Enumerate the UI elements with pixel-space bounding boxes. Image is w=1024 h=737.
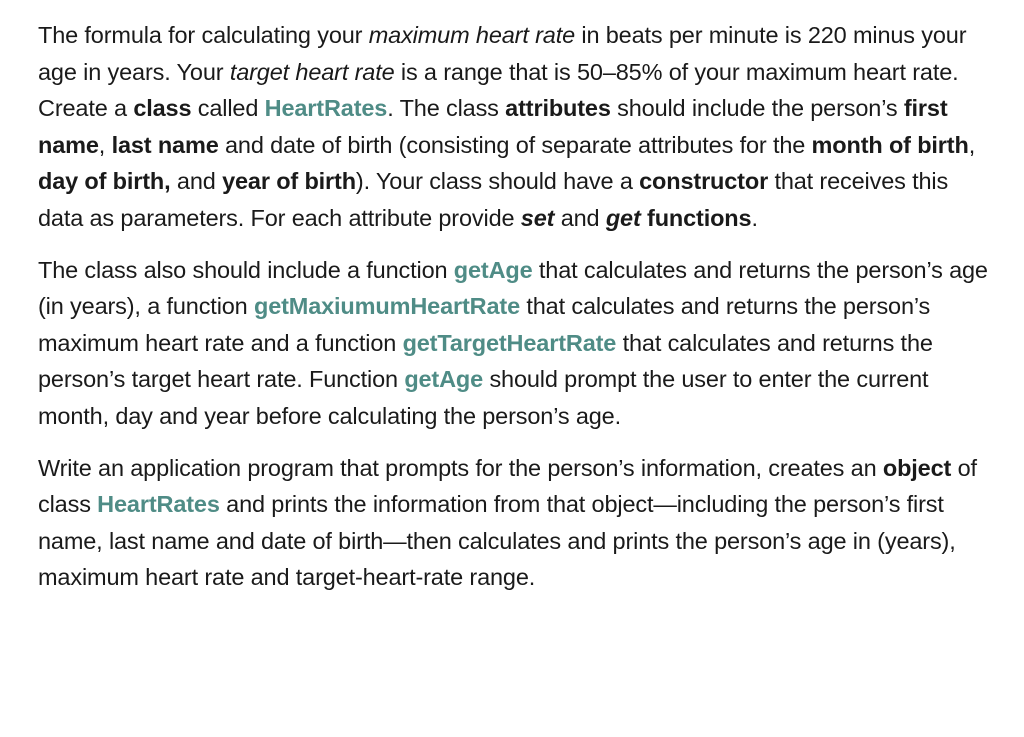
italic-term: maximum heart rate	[368, 22, 575, 48]
text-segment: The formula for calculating your	[38, 22, 369, 48]
text-segment: should prompt the user to enter the current month, day and year before calculating the person’s age.	[38, 366, 929, 429]
code-identifier: getMaxiumumHeartRate	[253, 293, 520, 320]
bold-term: object	[882, 454, 952, 481]
text-segment: and	[554, 204, 606, 231]
bold-term: functions	[647, 204, 752, 231]
paragraph-heart-rate-formula	[38, 17, 994, 237]
code-identifier: getTargetHeartRate	[402, 329, 617, 356]
text-segment: should include the person’s	[610, 95, 904, 122]
text-segment: ,	[98, 131, 112, 158]
text-segment: is a range that is 50–85% of your maximum heart rate. Create a	[38, 58, 959, 122]
text-segment: . The class	[387, 95, 506, 122]
text-segment: Write an application program that prompts for the person’s information, creates an	[38, 454, 883, 481]
text-segment: that calculates and returns the person’s target heart rate. Function	[38, 329, 933, 393]
bold-italic-term: set	[520, 204, 555, 231]
paragraph-class-functions	[38, 252, 994, 435]
italic-term: target heart rate	[229, 58, 395, 85]
text-segment: ,	[968, 131, 976, 158]
text-segment: called	[191, 95, 265, 122]
text-segment: .	[751, 204, 758, 231]
bold-term: year of birth	[222, 168, 356, 195]
code-identifier: HeartRates	[264, 95, 388, 122]
code-identifier: getAge	[453, 256, 533, 283]
bold-term: first name	[38, 95, 948, 158]
text-segment: The class also should include a function	[38, 256, 454, 283]
text-segment: that calculates and returns the person’s age (in years), a function	[38, 256, 988, 320]
bold-term: class	[133, 95, 192, 122]
bold-term: attributes	[505, 95, 611, 122]
bold-italic-term: get	[605, 204, 641, 231]
bold-term: constructor	[639, 168, 769, 195]
text-segment: and prints the information from that object—including the person’s first name, last name and date of birth—then calculates and prints the person’s age in (years), maximum heart rate and target-heart-rate range.	[38, 491, 956, 591]
bold-term: last name	[111, 131, 219, 158]
text-segment: that receives this data as parameters. For each attribute provide	[38, 168, 949, 231]
code-identifier: HeartRates	[97, 491, 220, 518]
paragraph-application-program	[38, 450, 994, 596]
text-segment: and	[170, 168, 223, 195]
text-segment: that calculates and returns the person’s maximum heart rate and a function	[38, 293, 931, 356]
text-segment: in beats per minute is 220 minus your age in years. Your	[38, 22, 967, 85]
bold-term: month of birth	[811, 131, 969, 158]
text-segment: of class	[38, 454, 977, 518]
code-identifier: getAge	[404, 366, 484, 393]
bold-term: day of birth,	[38, 168, 171, 195]
text-segment: and date of birth (consisting of separate attributes for the	[218, 131, 812, 158]
text-segment: ). Your class should have a	[355, 168, 640, 195]
